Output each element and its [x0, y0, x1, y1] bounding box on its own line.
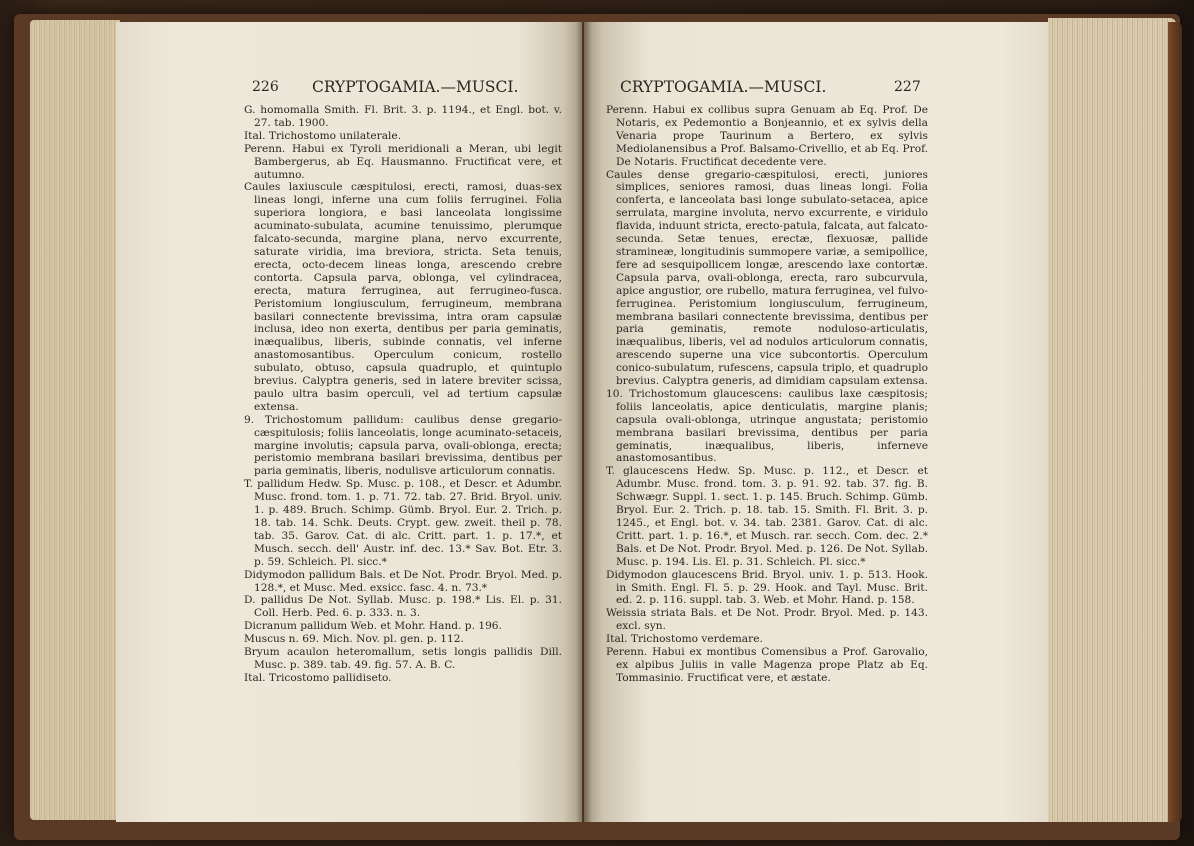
running-title: CRYPTOGAMIA.—MUSCI.	[620, 78, 827, 96]
right-page-edges	[1048, 18, 1176, 822]
paragraph: T. glaucescens Hedw. Sp. Musc. p. 112., et Descr. et Adumbr. Musc. frond. tom. 3. p. 91. 92. tab. 37. fig. B. Schwægr. Suppl. 1. sect. 1. p. 145. Bruch. Schimp. Gümb. Bryol. Eur. 2. Trich. p. 18. tab. 15. Smith. Fl. Brit. 3. p. 1245., et Engl. bot. v. 34. tab. 2381. Garov. Cat. di alc. Critt. part. 1. p. 16.*, et Musch. rar. secch. Com. dec. 2.* Bals. et De Not. Prodr. Bryol. Med. p. 126. De Not. Syllab. Musc. p. 194. Lis. El. p. 31. Schleich. Pl. sicc.*	[606, 465, 929, 568]
paragraph: Ital. Trichostomo verdemare.	[606, 633, 763, 646]
paragraph: Dicranum pallidum Web. et Mohr. Hand. p. 196.	[244, 620, 502, 633]
book-gutter	[576, 22, 592, 822]
paragraph: Caules dense gregario-cæspitulosi, erecti, juniores simplices, seniores ramosi, duas lineas longi. Folia conferta, e lanceolata basi longe subulato-setacea, apice serrulata, margine involuta, nervo excurrente, e viridulo flavida, induunt stricta, erecto-patula, falcata, aut falcato-secunda. Setæ tenues, erectæ, flexuosæ, pallide stramineæ, longitudinis summopere variæ, a semipollice, fere ad sesquipollicem longæ, arescendo laxe contortæ. Capsula parva, ovali-oblonga, erecta, raro subcurvula, apice angustior, ore rubello, matura ferruginea, vel fulvo-ferruginea. Peristomium longiusculum, ferrugineum, membrana basilari connectente brevissima, dentibus per paria geminatis, remote noduloso-articulatis, inæqualibus, liberis, vel ad nodulos articulorum connatis, arescendo superne una vice subcontortis. Operculum conico-subulatum, rufescens, capsula triplo, et quadruplo brevius. Calyptra generis, ad dimidiam capsulam extensa.	[606, 168, 928, 388]
paragraph: D. pallidus De Not. Syllab. Musc. p. 198.* Lis. El. p. 31. Coll. Herb. Ped. 6. p. 333. n. 3.	[244, 594, 562, 620]
paragraph: Caules laxiuscule cæspitulosi, erecti, ramosi, duas-sex lineas longi, inferne una cum foliis ferruginei. Folia superiora longiora, e basi lanceolata longissime acuminato-subulata, acumine tenuissimo, plerumque falcato-secunda, margine plana, nervo excurrente, saturate viridia, ima breviora, stricta. Seta tenuis, erecta, octo-decem lineas longa, arescendo crebre contorta. Capsula parva, oblonga, vel cylindracea, erecta, matura ferruginea, aut ferrugineo-fusca. Peristomium longiusculum, ferrugineum, membrana basilari connectente brevissima, intra oram capsulæ inclusa, ideo non exerta, dentibus per paria geminatis, inæqualibus, liberis, subinde connatis, vel inferne anastomosantibus. Operculum conicum, rostello subulato, obtuso, capsula quadruplo, et quintuplo brevius. Calyptra generis, sed in latere breviter scissa, paulo ultra basim operculi, vel ad tertium capsulæ extensa.	[244, 181, 562, 413]
left-page	[116, 22, 582, 822]
page-number: 227	[894, 79, 921, 95]
paragraph: Perenn. Habui ex montibus Comensibus a Prof. Garovalio, ex alpibus Juliis in valle Magenza prope Platz ab Eq. Tommasinio. Fructificat vere, et æstate.	[606, 646, 928, 684]
paragraph: Ital. Tricostomo pallidiseto.	[244, 671, 392, 684]
page-number: 226	[252, 79, 279, 95]
left-page-edges	[30, 20, 120, 820]
right-page	[584, 22, 1048, 822]
right-cover-edge	[1168, 22, 1182, 822]
paragraph: Weissia striata Bals. et De Not. Prodr. Bryol. Med. p. 143. excl. syn.	[606, 607, 928, 633]
page-body	[606, 104, 928, 685]
running-title: CRYPTOGAMIA.—MUSCI.	[312, 78, 519, 96]
paragraph: 10. Trichostomum glaucescens: caulibus laxe cæspitosis; foliis lanceolatis, apice denticulatis, margine planis; capsula ovali-oblonga, utrinque angustata; peristomio membrana basilari brevissima, dentibus per paria geminatis, inæqualibus, liberis, inferneve anastomosantibus.	[606, 387, 928, 465]
paragraph: Muscus n. 69. Mich. Nov. pl. gen. p. 112.	[244, 633, 464, 646]
paragraph: Perenn. Habui ex Tyroli meridionali a Meran, ubi legit Bambergerus, ab Eq. Hausmanno. Fructificat vere, et autumno.	[244, 142, 562, 181]
paragraph: G. homomalla Smith. Fl. Brit. 3. p. 1194., et Engl. bot. v. 27. tab. 1900.	[244, 104, 562, 129]
paragraph: Bryum acaulon heteromallum, setis longis pallidis Dill. Musc. p. 389. tab. 49. fig. 57. A. B. C.	[244, 646, 562, 671]
paragraph: Didymodon pallidum Bals. et De Not. Prodr. Bryol. Med. p. 128.*, et Musc. Med. exsicc. fasc. 4. n. 73.*	[244, 568, 562, 594]
paragraph: T. pallidum Hedw. Sp. Musc. p. 108., et Descr. et Adumbr. Musc. frond. tom. 1. p. 71. 72. tab. 27. Brid. Bryol. univ. 1. p. 489. Bruch. Schimp. Gümb. Bryol. Eur. 2. Trich. p. 18. tab. 14. Schk. Deuts. Crypt. gew. zweit. theil p. 78. tab. 35. Garov. Cat. di alc. Critt. part. 1. p. 17.*, et Musch. secch. dell' Austr. inf. dec. 13.* Sav. Bot. Etr. 3. p. 59. Schleich. Pl. sicc.*	[244, 478, 562, 568]
paragraph: Ital. Trichostomo unilaterale.	[244, 129, 402, 142]
page-body	[244, 104, 562, 685]
paragraph: 9. Trichostomum pallidum: caulibus dense gregario-cæspitulosis; foliis lanceolatis, longe acuminato-setaceis, margine involutis; capsula parva, ovali-oblonga, erecta; peristomio membrana basilari brevissima, dentibus per paria geminatis, liberis, nodulisve articulorum connatis.	[244, 413, 562, 478]
paragraph: Didymodon glaucescens Brid. Bryol. univ. 1. p. 513. Hook. in Smith. Engl. Fl. 5. p. 29. Hook. and Tayl. Musc. Brit. ed. 2. p. 116. suppl. tab. 3. Web. et Mohr. Hand. p. 158.	[606, 568, 928, 607]
paragraph: Perenn. Habui ex collibus supra Genuam ab Eq. Prof. De Notaris, ex Pedemontio a Bonjeannio, et ex sylvis della Venaria prope Taurinum a Bertero, ex sylvis Mediolanensibus a Prof. Balsamo-Crivellio, et ab Eq. Prof. De Notaris. Fructificat decedente vere.	[606, 104, 928, 168]
